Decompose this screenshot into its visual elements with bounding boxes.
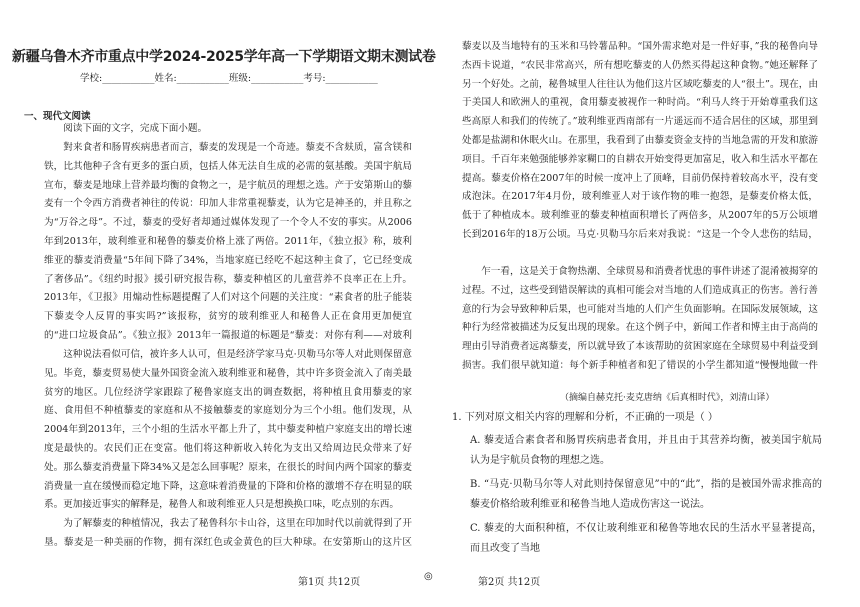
passage-paragraph: 對来食者和肠胃疾病患者而言，藜麦的发现是一个奇迹。藜麦不含麸质，富含镁和铁，比其他种子含有更多的蛋白质，包括人体无法自生成的必需的氨基酸。美国宇航局宣布，藜麦是地球上营养最均衡的食物之一，是宇航员的理想之选。产于安第斯山的藜麦有一个令西方消费者神往的传说：印加人非常重视藜麦，认为它是神圣的，并且称之为“万谷之母”。不过，藜麦的受好者却通过媒体发现了一个令人不安的事实。从2006年到2013年，玻利维亚和秘鲁的藜麦价格上涨了两倍。2011年，《独立报》称，玻利维亚的藜麦消费量“5年间下降了34%，当地家庭已经吃不起这种主食了，它已经变成了奢侈品”。《纽约时报》援引研究报告称，藜麦种植区的儿童营养不良率正在上升。2013年，《卫报》用煽动性标题提醒了人们对这个问题的关注度：“素食者的肚子能装下藜麦令人反胃的事实吗?”该报称，贫穷的玻利维亚人和秘鲁人正在食用更加便宜的“进口垃圾食品”。《独立报》2013年一篇报道的标题是“藜麦：对你有利——对玻利 xyxy=(44,142,412,341)
passage-paragraph: 为了解藜麦的种植情况，我去了秘鲁科尔卡山谷，这里在印加时代以前就得到了开垦。藜麦是一种美丽的作物，拥有深红色或金黄色的巨大种球。在安第斯山的这片区 xyxy=(44,518,412,548)
page-number-left: 第1页 共12页 xyxy=(298,577,361,588)
option-a: A. 藜麦适合素食者和肠胃疾病患者食用，并且由于其营养均衡，被美国宇航局认为是宇航员食物的理想之选。 xyxy=(470,435,822,466)
option-b: B. “马克·贝勒马尔等人对此则持保留意见”中的“此”，指的是被国外需求推高的藜麦价格给玻利维亚和秘鲁当地人造成伤害这一说法。 xyxy=(470,479,822,510)
question-stem: 1. 下列对原文相关内容的理解和分析，不正确的一项是（ ） xyxy=(452,412,718,423)
page-number-right: 第2页 共12页 xyxy=(478,577,541,588)
source-attribution: （摘编自赫克托·麦克唐纳《后真相时代》，刘清山译） xyxy=(560,393,775,403)
section-heading: 一、现代文阅读 xyxy=(24,111,91,122)
binding-mark-icon: ◎ xyxy=(424,571,433,582)
passage-paragraph: 乍一看，这是关于食物热潮、全球贸易和消费者忧患的事件讲述了混淆被揭穿的过程。不过，这些受到错误解读的真相可能会对当地的人们造成真正的伤害。善行善意的行为会导致种种后果，也可能对当地的人们产生负面影响。在国际发展领域，这种行为经常被描述为反复出现的现象。在这个例子中，新闻工作者和博主由于高尚的理由引导消费者远离藜麦，所以就导致了本该帮助的贫困家庭在全球贸易中利益受到损害。我们很早就知道：每个新手种植者和犯了错误的小学生都知道“慢慢地做一件 xyxy=(462,266,818,371)
option-c: C. 藜麦的大面积种植，不仅让玻利维亚和秘鲁等地农民的生活水平显著提高，而且改变了当地 xyxy=(470,523,822,554)
page-title: 新疆乌鲁木齐市重点中学2024-2025学年高一下学期语文期末测试卷 xyxy=(12,49,436,65)
intro-instruction: 阅读下面的文字，完成下面小题。 xyxy=(63,123,208,134)
passage-paragraph: 藜麦以及当地特有的玉米和马铃薯品种。“国外需求绝对是一件好事，”我的秘鲁向导杰西卡说道，“农民非常高兴，所有想吃藜麦的人仍然买得起这种食物。”她还解释了另一个好处。之前，秘鲁城里人往往认为他们这片区域吃藜麦的人“很土”。现在，由于美国人和欧洲人的重视，食用藜麦被视作一种时尚。“利马人终于开始尊重我们这些高原人和我们的传统了。”玻利维亚西南部有一片遥远而不适合居住的区域，那里到处都是盐湖和休眠火山。在那里，我看到了由藜麦资金支持的当地急需的开发和旅游项目。千百年来勉强能够养家糊口的自耕农开始变得更加富足，收入和生活水平都在提高。藜麦价格在2007年的时候一度冲上了顶峰，目前仍保持着较高水平，没有变成泡沫。在2017年4月份，玻利维亚人对于该作物的唯一抱怨，是藜麦价格太低，低于了种植成本。玻利维亚的藜麦种植面积增长了两倍多，从2007年的5万公顷增长到2016年的18万公顷。马克·贝勒马尔后来对我说：“这是一个令人悲伤的结局， xyxy=(462,41,818,240)
student-info-line: 学校:___________姓名:___________班级:___________考号:___________ xyxy=(80,73,378,84)
passage-paragraph: 这种说法看似可信，被许多人认可，但是经济学家马克·贝勒马尔等人对此则保留意见。毕竟，藜麦贸易使大量外国资金流入玻利维亚和秘鲁，其中许多资金流入了南美最贫穷的地区。几位经济学家跟踪了秘鲁家庭支出的调查数据，将种植且食用藜麦的家庭、食用但不种植藜麦的家庭和从不接触藜麦的家庭划分为三个小组。他们发现，从2004年到2013年，三个小组的生活水平都上升了，其中藜麦种植户家庭支出的增长速度是最快的。农民们正在变富。他们将这种新收入转化为支出又给周边民众带来了好处。那么藜麦消费量下降34%又是怎么回事呢？原来，在很长的时间内两个国家的藜麦消费量一直在缓慢而稳定地下降，这意味着消费量的下降和价格的激增不存在明显的联系。更加接近事实的解释是，秘鲁人和玻利维亚人只是想换换口味，吃点别的东西。 xyxy=(44,349,412,511)
